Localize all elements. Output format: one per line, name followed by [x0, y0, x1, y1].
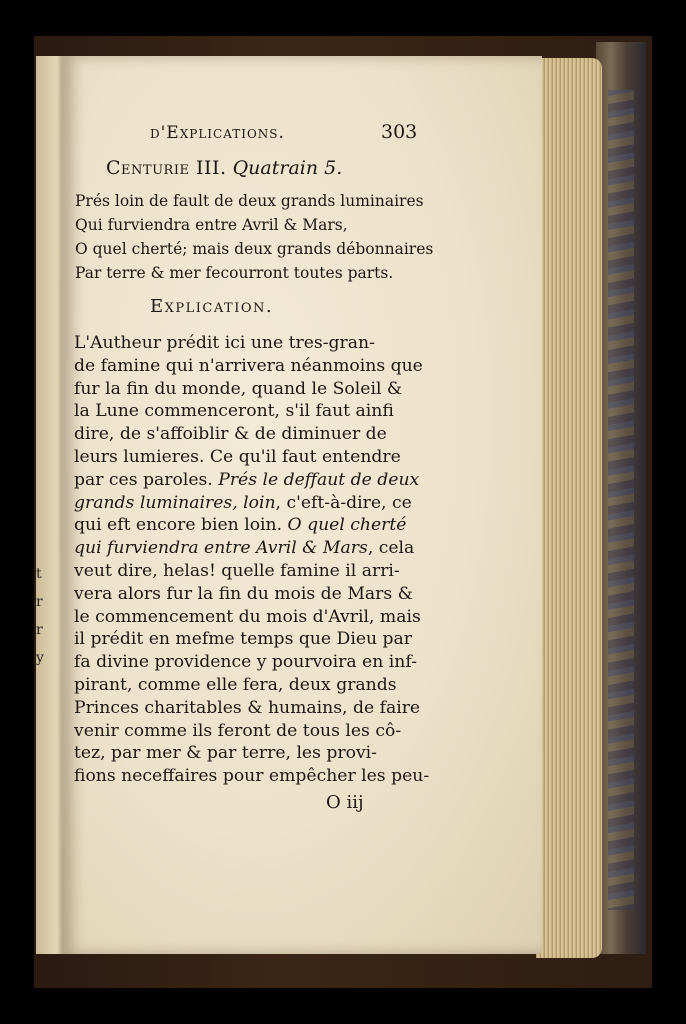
centurie-label: Centurie III. [106, 157, 227, 179]
body-line: fa divine providence y pourvoira en inf- [74, 652, 417, 673]
body-line: dire, de s'affoiblir & de diminuer de [74, 424, 387, 445]
body-line: la Lune commenceront, s'il faut ainfi [74, 401, 394, 422]
explication-title: Explication. [150, 296, 274, 317]
quatrain-label: Quatrain 5. [232, 157, 343, 179]
marbled-cover [608, 90, 634, 910]
quoted-text: Prés le deffaut de deux [218, 469, 420, 490]
body-line: il prédit en mefme temps que Dieu par [74, 629, 413, 650]
body-line: vera alors fur la fin du mois de Mars & [74, 583, 413, 604]
left-page-margin-marks: t r r y [36, 566, 44, 666]
body-line: veut dire, helas! quelle famine il arri- [74, 560, 400, 581]
body-line: pirant, comme elle fera, deux grands [74, 674, 397, 695]
quatrain-line: Qui furviendra entre Avril & Mars, [75, 216, 348, 234]
body-line: de famine qui n'arrivera néanmoins que [74, 355, 423, 376]
body-text: , cela [367, 538, 415, 559]
quoted-text: grands luminaires, loin [74, 492, 276, 513]
quoted-text: O quel cherté [287, 515, 407, 536]
body-line: fur la fin du monde, quand le Soleil & [74, 378, 403, 399]
quatrain-line: Prés loin de fault de deux grands luminaires [75, 192, 424, 210]
quatrain-verse [75, 189, 433, 285]
page-number: 303 [381, 121, 418, 143]
quatrain-line: O quel cherté; mais deux grands débonnaires [75, 240, 434, 258]
quoted-text: qui furviendra entre Avril & Mars [74, 538, 368, 559]
page-block-edges [536, 58, 602, 958]
body-line: L'Autheur prédit ici une tres-gran- [74, 333, 375, 353]
body-line: venir comme ils feront de tous les cô- [74, 720, 402, 741]
body-line [74, 469, 429, 492]
running-head: d'Explications. [150, 123, 285, 143]
signature-mark: O iij [326, 792, 364, 813]
quatrain-line: Par terre & mer fecourront toutes parts. [75, 264, 394, 282]
body-line [74, 537, 429, 560]
quatrain-heading [106, 157, 342, 179]
body-line: leurs lumieres. Ce qu'il faut entendre [74, 446, 401, 467]
body-line: le commencement du mois d'Avril, mais [74, 606, 421, 627]
body-text: par ces paroles. [74, 469, 219, 490]
body-line [74, 492, 429, 515]
body-text: , c'eft-à-dire, ce [275, 492, 412, 513]
body-text: qui eft encore bien loin. [74, 515, 288, 536]
explication-body [74, 332, 429, 788]
body-line: tez, par mer & par terre, les provi- [74, 743, 377, 764]
body-line [74, 514, 429, 537]
body-line: fions neceffaires pour empêcher les peu- [74, 766, 430, 787]
body-line: Princes charitables & humains, de faire [74, 697, 421, 718]
